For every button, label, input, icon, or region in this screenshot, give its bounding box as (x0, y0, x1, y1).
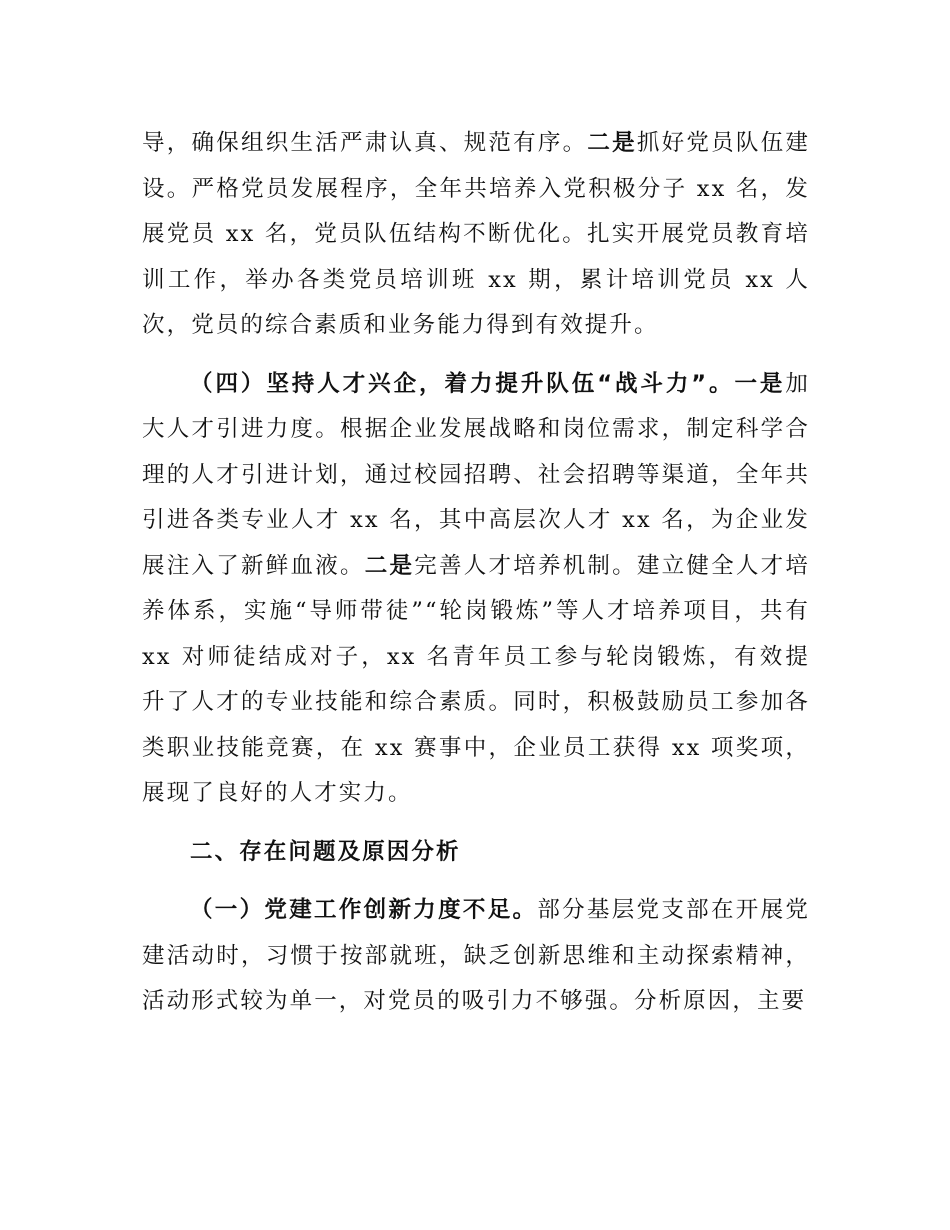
paragraph-talent-section-4 (142, 362, 810, 817)
paragraph-party-team-building (142, 121, 810, 349)
bold-run-yi-shi: 一是 (734, 370, 786, 397)
section-title-problems (142, 830, 810, 876)
text-run: 导，确保组织生活严肃认真、规范有序。 (142, 130, 588, 156)
heading-text: 二、存在问题及原因分析 (190, 838, 461, 865)
text-run: 完善人才培养机制。建立健全人才培养体系，实施“导师带徒”“轮岗锻炼”等人才培养项目，共有 xx 对师徒结成对子，xx 名青年员工参与轮岗锻炼，有效提升了人才的专业技能和综合素质。同时，积极鼓励员工参加各类职业技能竞赛，在 xx 赛事中，企业员工获得 xx 项奖项，展现了良好的人才实力。 (142, 552, 811, 806)
bold-run-er-shi: 二是 (587, 130, 637, 156)
document-body (142, 121, 810, 1025)
text-run: 抓好党员队伍建设。严格党员发展程序，全年共培养入党积极分子 xx 名，发展党员 xx 名，党员队伍结构不断优化。扎实开展党员教育培训工作，举办各类党员培训班 xx 期，累计培训党员 xx 人次，党员的综合素质和业务能力得到有效提升。 (142, 130, 810, 338)
text-run: 加大人才引进力度。根据企业发展战略和岗位需求，制定科学合理的人才引进计划，通过校园招聘、社会招聘等渠道，全年共引进各类专业人才 xx 名，其中高层次人才 xx 名，为企业发展注入了新鲜血液。 (142, 370, 810, 579)
bold-run-er-shi: 二是 (364, 552, 415, 579)
section-heading-4: （四）坚持人才兴企，着力提升队伍“战斗力”。 (190, 370, 735, 397)
paragraph-problem-1 (142, 888, 810, 1025)
text-run: 部分基层党支部在开展党建活动时，习惯于按部就班，缺乏创新思维和主动探索精神，活动形式较为单一，对党员的吸引力不够强。分析原因，主要 (142, 897, 810, 1014)
subsection-heading-1: （一）党建工作创新力度不足。 (190, 897, 538, 923)
